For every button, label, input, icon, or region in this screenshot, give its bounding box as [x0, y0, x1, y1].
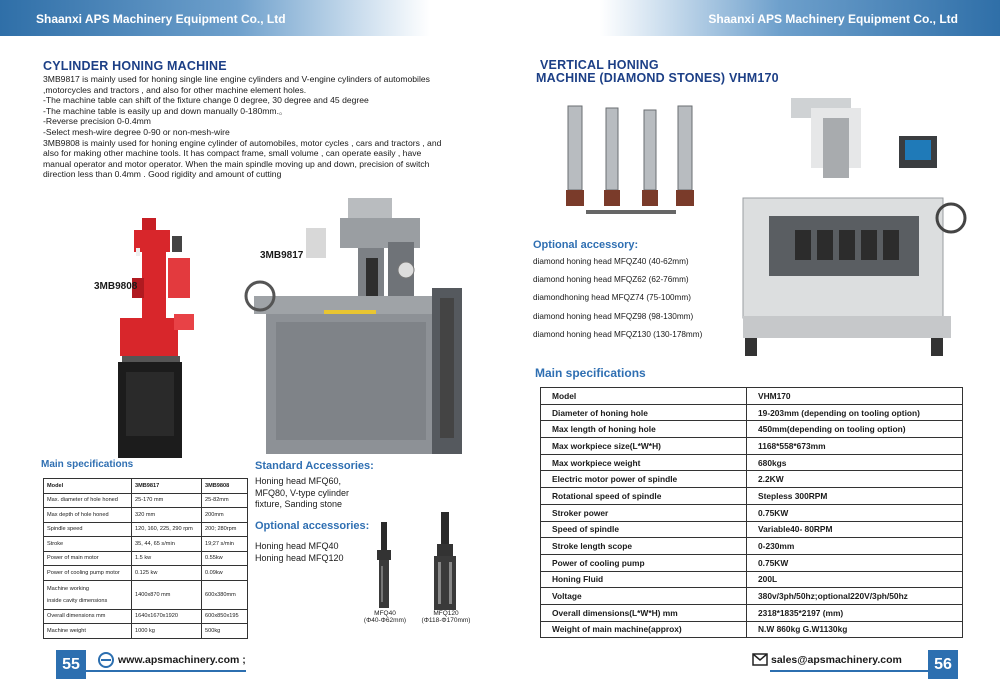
table-cell: 1400x870 mm	[132, 580, 202, 609]
website-link[interactable]: www.apsmachinery.com ;	[118, 654, 246, 666]
table-cell: Rotational speed of spindle	[541, 488, 747, 505]
desc-line: -The machine table can shift of the fixture change 0 degree, 30 degree and 45 degree	[43, 95, 369, 106]
table-row	[541, 454, 963, 471]
standard-accessories-title: Standard Accessories:	[255, 460, 374, 472]
list-item: diamond honing head MFQZ130 (130-178mm)	[533, 329, 703, 339]
table-cell: 1.5 kw	[132, 551, 202, 566]
table-cell: Electric motor power of spindle	[541, 471, 747, 488]
table-row	[44, 566, 248, 581]
company-name-left: Shaanxi APS Machinery Equipment Co., Ltd	[36, 12, 286, 26]
optional-accessories-title: Optional accessories:	[255, 520, 370, 532]
table-row	[44, 551, 248, 566]
table-cell: Speed of spindle	[541, 521, 747, 538]
table-row	[541, 438, 963, 455]
table-cell: Diameter of honing hole	[541, 404, 747, 421]
table-row	[541, 421, 963, 438]
table-cell: 0.75KW	[747, 504, 963, 521]
table-cell: 25-170 mm	[132, 493, 202, 508]
optional-accessories-text	[255, 541, 344, 564]
desc-line: 3MB9817 is mainly used for honing single line engine cylinders and V-engine cylinders of automobiles	[43, 74, 430, 84]
table-row	[541, 588, 963, 605]
table-cell: 0.55kw	[202, 551, 248, 566]
table-row	[541, 571, 963, 588]
acc-line: MFQ80, V-type cylinder	[255, 487, 350, 498]
vhm170-machine-image	[735, 98, 967, 360]
right-spec-table	[540, 387, 963, 638]
desc-line: ,motorcycles and tractors , and also for other machine element holes.	[43, 84, 307, 95]
table-cell: 1000 kg	[132, 624, 202, 639]
header-bar-left	[0, 0, 430, 36]
table-cell: 120, 160, 225, 290 rpm	[132, 522, 202, 537]
table-cell: Max depth of hole honed	[44, 508, 132, 523]
table-cell: Power of cooling pump	[541, 554, 747, 571]
table-cell: Spindle speed	[44, 522, 132, 537]
table-cell: Weight of main machine(approx)	[541, 621, 747, 638]
table-cell: Stroke	[44, 537, 132, 552]
caption-line: (Φ118-Φ170mm)	[421, 617, 471, 624]
table-cell: 1640x1670x1920	[132, 609, 202, 624]
table-cell: 680kgs	[747, 454, 963, 471]
table-row	[44, 580, 248, 609]
table-cell: Max workpiece weight	[541, 454, 747, 471]
table-row	[44, 609, 248, 624]
table-cell: Max length of honing hole	[541, 421, 747, 438]
list-item: diamond honing head MFQZ62 (62-76mm)	[533, 275, 689, 285]
web-e-icon	[98, 652, 114, 668]
footer-line-left	[86, 670, 246, 672]
table-header-cell: 3MB9817	[132, 479, 202, 494]
table-cell: 450mm(depending on tooling option)	[747, 421, 963, 438]
desc-line: -Select mesh-wire degree 0-90 or non-mesh-wire	[43, 126, 230, 137]
table-cell: Max. diameter of hole honed	[44, 493, 132, 508]
email-envelope-icon	[752, 653, 768, 666]
email-link[interactable]: sales@apsmachinery.com	[771, 654, 902, 666]
table-cell: Variable40- 80RPM	[747, 521, 963, 538]
acc-line: Honing head MFQ120	[255, 552, 344, 563]
list-item: diamondhoning head MFQZ74 (75-100mm)	[533, 293, 691, 303]
table-row	[541, 538, 963, 555]
diamond-honing-heads-image	[562, 104, 700, 216]
desc-line: -The machine table is easily up and down manually 0-180mm.。	[43, 105, 288, 116]
table-row	[541, 621, 963, 638]
table-cell: 200mm	[202, 508, 248, 523]
table-cell: Stroke length scope	[541, 538, 747, 555]
title-line: MACHINE (DIAMOND STONES) VHM170	[536, 71, 779, 85]
desc-line: 3MB9808 is mainly used for honing engine cylinder of automobiles, motor cycles , cars and tractors , and	[43, 137, 442, 148]
desc-line: -Reverse precision 0-0.4mm	[43, 116, 151, 127]
honing-head-mfq120-image	[430, 512, 460, 612]
standard-accessories-text	[255, 476, 349, 511]
machine-3mb9808-image	[112, 218, 202, 458]
table-row	[44, 537, 248, 552]
table-cell: Voltage	[541, 588, 747, 605]
table-cell: 0.75KW	[747, 554, 963, 571]
caption-line: MFQ40	[374, 610, 396, 617]
header-bar-right	[600, 0, 1000, 36]
page-number-right: 56	[928, 650, 958, 679]
acc-line: Honing head MFQ40	[255, 541, 339, 551]
label-3mb9817: 3MB9817	[260, 250, 304, 261]
vertical-honing-title	[536, 58, 779, 85]
acc-line: Honing head MFQ60,	[255, 476, 342, 486]
table-cell: 25-82mm	[202, 493, 248, 508]
table-row	[541, 604, 963, 621]
table-cell: 0-230mm	[747, 538, 963, 555]
table-cell: 0.09kw	[202, 566, 248, 581]
honing-head-mfq40-image	[372, 522, 396, 610]
footer-line-right	[770, 670, 928, 672]
table-cell: 200; 280rpm	[202, 522, 248, 537]
cylinder-honing-title: CYLINDER HONING MACHINE	[43, 59, 227, 73]
table-cell: 600x380mm	[202, 580, 248, 609]
cylinder-honing-description	[43, 74, 473, 180]
table-cell: 35, 44, 65 s/min	[132, 537, 202, 552]
table-cell: Honing Fluid	[541, 571, 747, 588]
table-cell: 320 mm	[132, 508, 202, 523]
table-cell: 200L	[747, 571, 963, 588]
table-row	[44, 522, 248, 537]
table-cell: VHM170	[747, 388, 963, 405]
table-cell: 600x850x195	[202, 609, 248, 624]
company-name-right: Shaanxi APS Machinery Equipment Co., Ltd	[708, 12, 958, 26]
table-row	[541, 488, 963, 505]
table-row	[541, 504, 963, 521]
table-cell: Power of main motor	[44, 551, 132, 566]
title-line: VERTICAL HONING	[540, 58, 659, 72]
table-cell: Machine weight	[44, 624, 132, 639]
table-cell: 380v/3ph/50hz;optional220V/3ph/50hz	[747, 588, 963, 605]
optional-accessory-title: Optional accessory:	[533, 239, 639, 251]
table-row	[44, 624, 248, 639]
mfq40-caption	[358, 610, 412, 624]
table-row	[541, 554, 963, 571]
table-cell: Model	[541, 388, 747, 405]
table-row	[541, 471, 963, 488]
mfq120-caption	[414, 610, 478, 624]
page-number-left: 55	[56, 650, 86, 679]
table-cell: 19;27 s/min	[202, 537, 248, 552]
table-row	[44, 508, 248, 523]
table-row	[541, 521, 963, 538]
cell-line: inside cavity dimensions	[47, 597, 108, 604]
table-cell: 19-203mm (depending on tooling option)	[747, 404, 963, 421]
desc-line: direction less than 0.4mm . Good rigidity and amount of cutting	[43, 169, 282, 180]
machine-3mb9817-image	[240, 198, 472, 460]
caption-line: (Φ40-Φ62mm)	[363, 617, 407, 624]
label-3mb9808: 3MB9808	[94, 281, 138, 292]
list-item: diamond honing head MFQZ40 (40-62mm)	[533, 257, 689, 266]
list-item: diamond honing head MFQZ98 (98-130mm)	[533, 311, 694, 321]
table-header-cell: 3MB9808	[202, 479, 248, 494]
optional-accessory-list	[533, 257, 702, 348]
table-cell: Stepless 300RPM	[747, 488, 963, 505]
table-cell: Max workpiece size(L*W*H)	[541, 438, 747, 455]
caption-line: MFQ120	[433, 610, 459, 617]
right-main-spec-title: Main specifications	[535, 366, 646, 380]
table-cell: 1168*558*673mm	[747, 438, 963, 455]
cell-line: Machine working	[47, 585, 89, 592]
left-main-spec-title: Main specifications	[41, 459, 134, 470]
desc-line: also for making other machine tools. It has compact frame, small volume , can operate easily , have	[43, 148, 422, 159]
table-row	[541, 404, 963, 421]
table-cell: 500kg	[202, 624, 248, 639]
table-cell: Stroker power	[541, 504, 747, 521]
table-row	[541, 388, 963, 405]
table-row	[44, 493, 248, 508]
table-row	[44, 479, 248, 494]
table-cell: 0.125 kw	[132, 566, 202, 581]
table-cell: 2.2KW	[747, 471, 963, 488]
desc-line: manual operator and motor operator. When the main spindle moving up and down, precision of switch	[43, 158, 430, 169]
left-spec-table	[43, 478, 248, 639]
table-header-cell: Model	[44, 479, 132, 494]
table-cell	[44, 580, 132, 609]
table-cell: Overall dimensions(L*W*H) mm	[541, 604, 747, 621]
table-cell: Power of cooling pump motor	[44, 566, 132, 581]
table-cell: N.W 860kg G.W1130kg	[747, 621, 963, 638]
table-cell: 2318*1835*2197 (mm)	[747, 604, 963, 621]
acc-line: fixture, Sanding stone	[255, 499, 343, 509]
table-cell: Overall dimensions mm	[44, 609, 132, 624]
